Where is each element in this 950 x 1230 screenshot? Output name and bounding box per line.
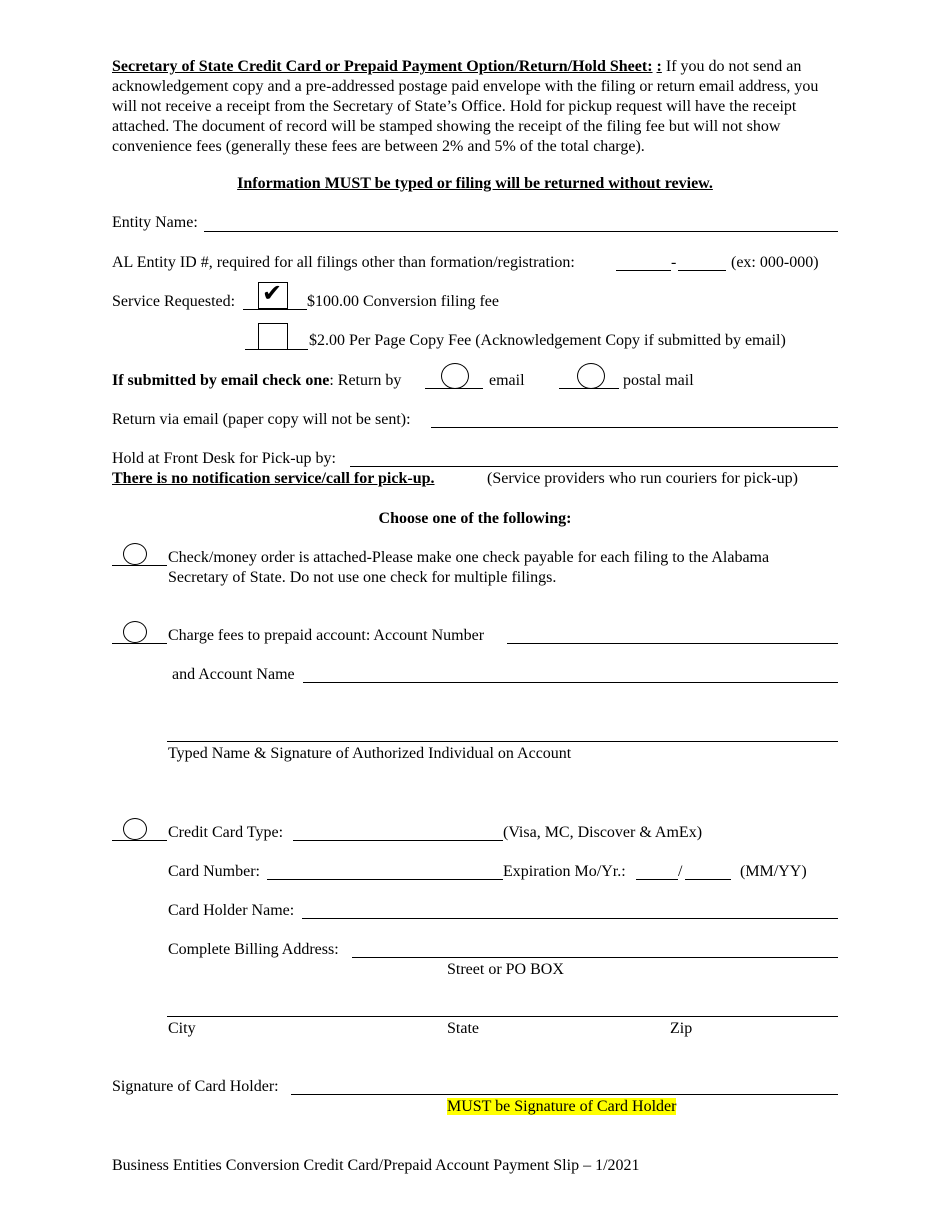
email-return-label-rest: : Return by [329, 372, 402, 389]
card-type-label: Credit Card Type: [168, 824, 284, 841]
footer: Business Entities Conversion Credit Card/Prepaid Account Payment Slip – 1/2021 [112, 1157, 640, 1174]
expiration-month-field[interactable] [636, 879, 678, 880]
billing-city-state-zip-field[interactable] [167, 1016, 838, 1017]
signature-note-text: MUST be Signature of Card Holder [447, 1098, 677, 1115]
hold-label: Hold at Front Desk for Pick-up by: [112, 450, 336, 467]
intro-heading: Secretary of State Credit Card or Prepaid Payment Option/Return/Hold Sheet: [112, 58, 653, 75]
intro-colon: : [656, 58, 662, 75]
card-holder-signature-field[interactable] [291, 1094, 838, 1095]
account-number-field[interactable] [507, 643, 838, 644]
card-number-field[interactable] [267, 879, 503, 880]
return-email-radio[interactable] [441, 363, 469, 389]
intro-body: If you do not send an acknowledgement copy and a pre-addressed postage paid envelope with the filing or return email address, you will not receive a receipt from the Secretary of State’s Office. Hold for pickup request will have the receipt attached. The document of record will be stamped showing the receipt of the filing fee but will not show convenience fees (generally these fees are between 2% and 5% of the total charge). [112, 58, 819, 155]
expiration-label: Expiration Mo/Yr.: [503, 863, 626, 880]
account-name-field[interactable] [303, 682, 838, 683]
card-holder-label: Card Holder Name: [168, 902, 295, 919]
email-return-label [112, 371, 401, 391]
choose-heading: Choose one of the following: [378, 510, 572, 527]
entity-id-example: (ex: 000-000) [731, 254, 819, 271]
card-holder-field[interactable] [302, 918, 838, 919]
fee1-underline [243, 309, 307, 310]
authorized-signature-field[interactable] [167, 741, 838, 742]
typed-notice: Information MUST be typed or filing will be returned without review. [237, 175, 713, 192]
fee2-checkbox[interactable] [258, 323, 288, 350]
fee2-label: $2.00 Per Page Copy Fee (Acknowledgement Copy if submitted by email) [309, 332, 786, 349]
check-option-line2: Secretary of State. Do not use one check for multiple filings. [168, 569, 557, 586]
card-holder-signature-label: Signature of Card Holder: [112, 1078, 279, 1095]
hold-notice: There is no notification service/call for pick-up. [112, 470, 435, 487]
expiration-year-field[interactable] [685, 879, 731, 880]
state-caption: State [447, 1020, 479, 1037]
billing-address-label: Complete Billing Address: [168, 941, 339, 958]
card-option-radio[interactable] [123, 818, 147, 840]
checkmark-icon: ✔ [262, 279, 283, 307]
return-email-field[interactable] [431, 427, 838, 428]
card-number-label: Card Number: [168, 863, 260, 880]
entity-id-dash: - [671, 254, 677, 271]
check-option-radio[interactable] [123, 543, 147, 565]
authorized-signature-caption: Typed Name & Signature of Authorized Individual on Account [168, 745, 572, 762]
email-return-label-bold: If submitted by email check one [112, 372, 330, 389]
check-option-line1: Check/money order is attached-Please make one check payable for each filing to the Alabama [168, 549, 770, 566]
zip-caption: Zip [670, 1020, 693, 1037]
check-option-underline [112, 565, 167, 566]
city-caption: City [168, 1020, 196, 1037]
account-name-label: and Account Name [172, 666, 295, 683]
entity-id-part1-field[interactable] [616, 270, 671, 271]
account-number-label: Charge fees to prepaid account: Account Number [168, 627, 485, 644]
postal-option-label: postal mail [623, 372, 694, 389]
card-option-underline [112, 840, 167, 841]
prepaid-option-underline [112, 643, 167, 644]
return-postal-radio[interactable] [577, 363, 605, 389]
entity-name-label: Entity Name: [112, 214, 198, 231]
service-label: Service Requested: [112, 293, 236, 310]
entity-id-part2-field[interactable] [678, 270, 726, 271]
expiration-hint: (MM/YY) [740, 863, 807, 880]
entity-name-field[interactable] [204, 231, 838, 232]
fee1-label: $100.00 Conversion filing fee [307, 293, 499, 310]
return-email-label: Return via email (paper copy will not be sent): [112, 411, 411, 428]
street-caption: Street or PO BOX [447, 961, 564, 978]
intro-paragraph [112, 57, 837, 157]
card-type-hint: (Visa, MC, Discover & AmEx) [503, 824, 703, 841]
fee1-checkbox[interactable] [258, 279, 288, 309]
signature-note [447, 1097, 676, 1117]
hold-field[interactable] [350, 466, 838, 467]
entity-id-label: AL Entity ID #, required for all filings other than formation/registration: [112, 254, 575, 271]
billing-street-field[interactable] [352, 957, 838, 958]
card-type-field[interactable] [293, 840, 503, 841]
prepaid-option-radio[interactable] [123, 621, 147, 643]
hold-note: (Service providers who run couriers for pick-up) [487, 470, 799, 487]
email-option-label: email [489, 372, 525, 389]
expiration-slash: / [678, 863, 683, 880]
